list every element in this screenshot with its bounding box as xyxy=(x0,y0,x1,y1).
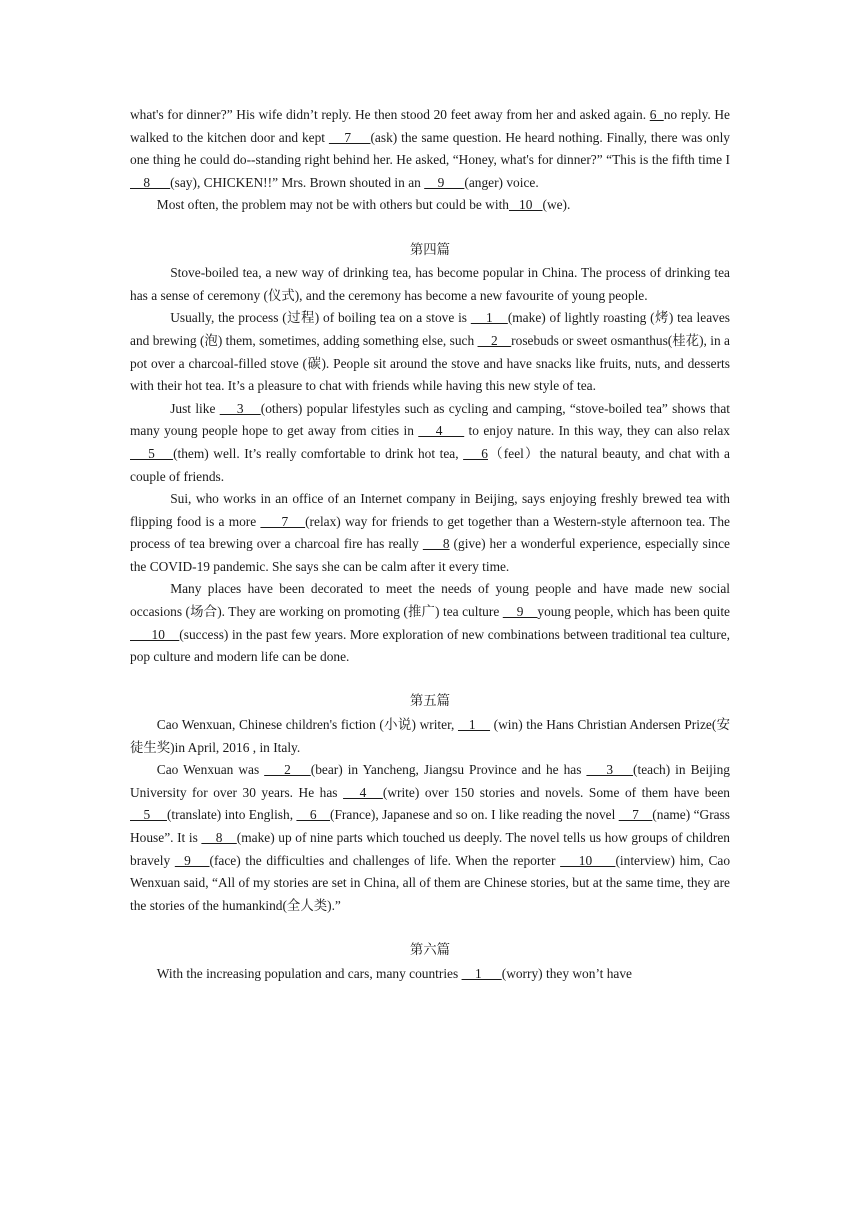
blank-8[interactable]: 8 xyxy=(201,830,237,845)
section-title-5: 第五篇 xyxy=(409,694,451,710)
text-run: (say), CHICKEN!!” Mrs. Brown shouted in an xyxy=(170,174,425,190)
paragraph-s1-p3 xyxy=(130,488,730,578)
text-run: (worry) they won’t have xyxy=(501,965,633,981)
blank-10[interactable]: 10 xyxy=(560,852,616,868)
text-run: (make) of lightly roasting (烤) tea leaves and brewing (泡) them, sometimes, adding something else, such xyxy=(130,310,730,348)
spacer xyxy=(130,917,730,940)
text-run: young people, which has been quite xyxy=(537,604,731,620)
blank-10[interactable]: 10 xyxy=(130,626,180,642)
blank-9[interactable]: 9 xyxy=(502,604,538,620)
text-run: Stove-boiled tea, a new way of drinking tea, has become popular in China. The process of drinking tea has a sense of ceremony (仪式), and the ceremony has become a new favourite of young people. xyxy=(130,265,730,303)
text-run: (face) the difficulties and challenges of life. When the reporter xyxy=(209,852,561,868)
text-run: (anger) voice. xyxy=(464,174,539,190)
text-run: (bear) in Yancheng, Jiangsu Province and he has xyxy=(310,762,587,778)
text-run: what's for dinner?” His wife didn’t reply. He then stood 20 feet away from her and asked again. xyxy=(130,107,650,122)
paragraph-s1-p4 xyxy=(130,578,730,668)
text-run: (write) over 150 stories and novels. Some of them have been xyxy=(382,784,730,800)
blank-4[interactable]: 4 xyxy=(418,423,465,439)
text-run: Cao Wenxuan was xyxy=(156,762,265,778)
text-run: (win) the Hans Christian Andersen Prize(安徒生奖)in April, 2016 , in Italy. xyxy=(130,717,730,755)
paragraph-s2-p1 xyxy=(130,759,730,917)
text-run: (France), Japanese and so on. I like reading the novel xyxy=(330,807,619,823)
blank-9[interactable]: 9 xyxy=(424,174,465,190)
text-run: Sui, who works in an office of an Internet company in Beijing, says enjoying freshly brewed tea with flipping food is a more xyxy=(130,491,730,529)
blank-6[interactable]: 6 xyxy=(296,807,331,823)
blank-5[interactable]: 5 xyxy=(130,807,167,823)
section-title-6: 第六篇 xyxy=(409,942,451,958)
paragraph-s1-p1 xyxy=(130,307,730,397)
blank-8[interactable]: 8 xyxy=(422,536,450,552)
text-run: Cao Wenxuan, Chinese children's fiction (小说) writer, xyxy=(156,717,458,733)
blank-5[interactable]: 5 xyxy=(130,445,174,461)
text-run: Most often, the problem may not be with others but could be with xyxy=(156,197,509,213)
blank-7[interactable]: 7 xyxy=(618,807,653,823)
blank-1[interactable]: 1 xyxy=(470,310,508,326)
section-title-4: 第四篇 xyxy=(409,242,451,258)
document-content xyxy=(130,104,730,985)
text-run: rosebuds or sweet osmanthus(桂花), in a pot over a charcoal-filled stove (碳). People sit around the stove and have snacks like fruits, nuts, and desserts with their hot tea. It’s a pleasure to chat with friends while having this new style of tea. xyxy=(130,332,730,394)
paragraph-s3-p0 xyxy=(130,963,730,986)
blank-4[interactable]: 4 xyxy=(343,784,383,800)
spacer xyxy=(130,669,730,692)
paragraph-s2-p0 xyxy=(130,714,730,759)
blank-9[interactable]: 9 xyxy=(174,852,210,868)
blank-1[interactable]: 1 xyxy=(457,717,491,733)
text-run: (name) “Grass House”. It is xyxy=(130,807,731,845)
blank-10[interactable]: 10 xyxy=(509,197,543,213)
blank-3[interactable]: 3 xyxy=(219,400,261,416)
text-run: (give) her a wonderful experience, especially since the COVID-19 pandemic. She says she can be calm after it every time. xyxy=(130,536,730,574)
blank-3[interactable]: 3 xyxy=(586,762,634,778)
text-run: (we). xyxy=(542,197,571,213)
text-run: (success) in the past few years. More exploration of new combinations between traditional tea culture, pop culture and modern life can be done. xyxy=(130,626,730,665)
text-run: (teach) in Beijing University for over 30 years. He has xyxy=(130,762,730,800)
paragraph-s1-p2 xyxy=(130,398,730,488)
blank-1[interactable]: 1 xyxy=(461,965,502,981)
blank-2[interactable]: 2 xyxy=(264,762,311,778)
text-run: Usually, the process (过程) of boiling tea on a stove is xyxy=(170,310,471,326)
paragraph-s0-p0 xyxy=(130,104,730,194)
text-run: (interview) him, Cao Wenxuan said, “All of my stories are set in China, all of them are Chinese stories, but at the same time, they are the stories of the humankind(全人类).” xyxy=(130,852,731,913)
paragraph-s1-p0 xyxy=(130,262,730,307)
text-run: (relax) way for friends to get together than a Western-style afternoon tea. The process of tea brewing over a charcoal fire has really xyxy=(130,513,730,552)
spacer xyxy=(130,217,730,240)
text-run: Just like xyxy=(170,400,220,416)
text-run: With the increasing population and cars, many countries xyxy=(156,965,462,981)
blank-7[interactable]: 7 xyxy=(328,129,371,145)
text-run: (ask) the same question. He heard nothing. Finally, there was only one thing he could do--standing right behind her. He asked, “Honey, what's for dinner?” “This is the fifth time I xyxy=(130,129,730,168)
blank-6[interactable]: 6 xyxy=(463,445,488,461)
text-run: (them) well. It’s really comfortable to drink hot tea, xyxy=(173,445,464,461)
blank-8[interactable]: 8 xyxy=(130,174,171,190)
text-run: (others) popular lifestyles such as cycling and camping, “stove-boiled tea” shows that many young people hope to get away from cities in xyxy=(130,400,730,439)
blank-6[interactable]: 6 xyxy=(649,107,664,122)
paragraph-s0-p1 xyxy=(130,194,730,217)
blank-2[interactable]: 2 xyxy=(477,332,512,348)
text-run: Many places have been decorated to meet the needs of young people and have made new social occasions (场合). They are working on promoting (推广) tea culture xyxy=(130,581,730,620)
text-run: (translate) into English, xyxy=(166,807,297,823)
text-run: to enjoy nature. In this way, they can also relax xyxy=(464,423,730,439)
text-run: （feel）the natural beauty, and chat with a couple of friends. xyxy=(130,445,731,484)
text-run: (make) up of nine parts which touched us deeply. The novel tells us how groups of children bravely xyxy=(130,830,730,868)
blank-7[interactable]: 7 xyxy=(260,513,306,529)
text-run: no reply. He walked to the kitchen door and kept xyxy=(130,107,730,145)
